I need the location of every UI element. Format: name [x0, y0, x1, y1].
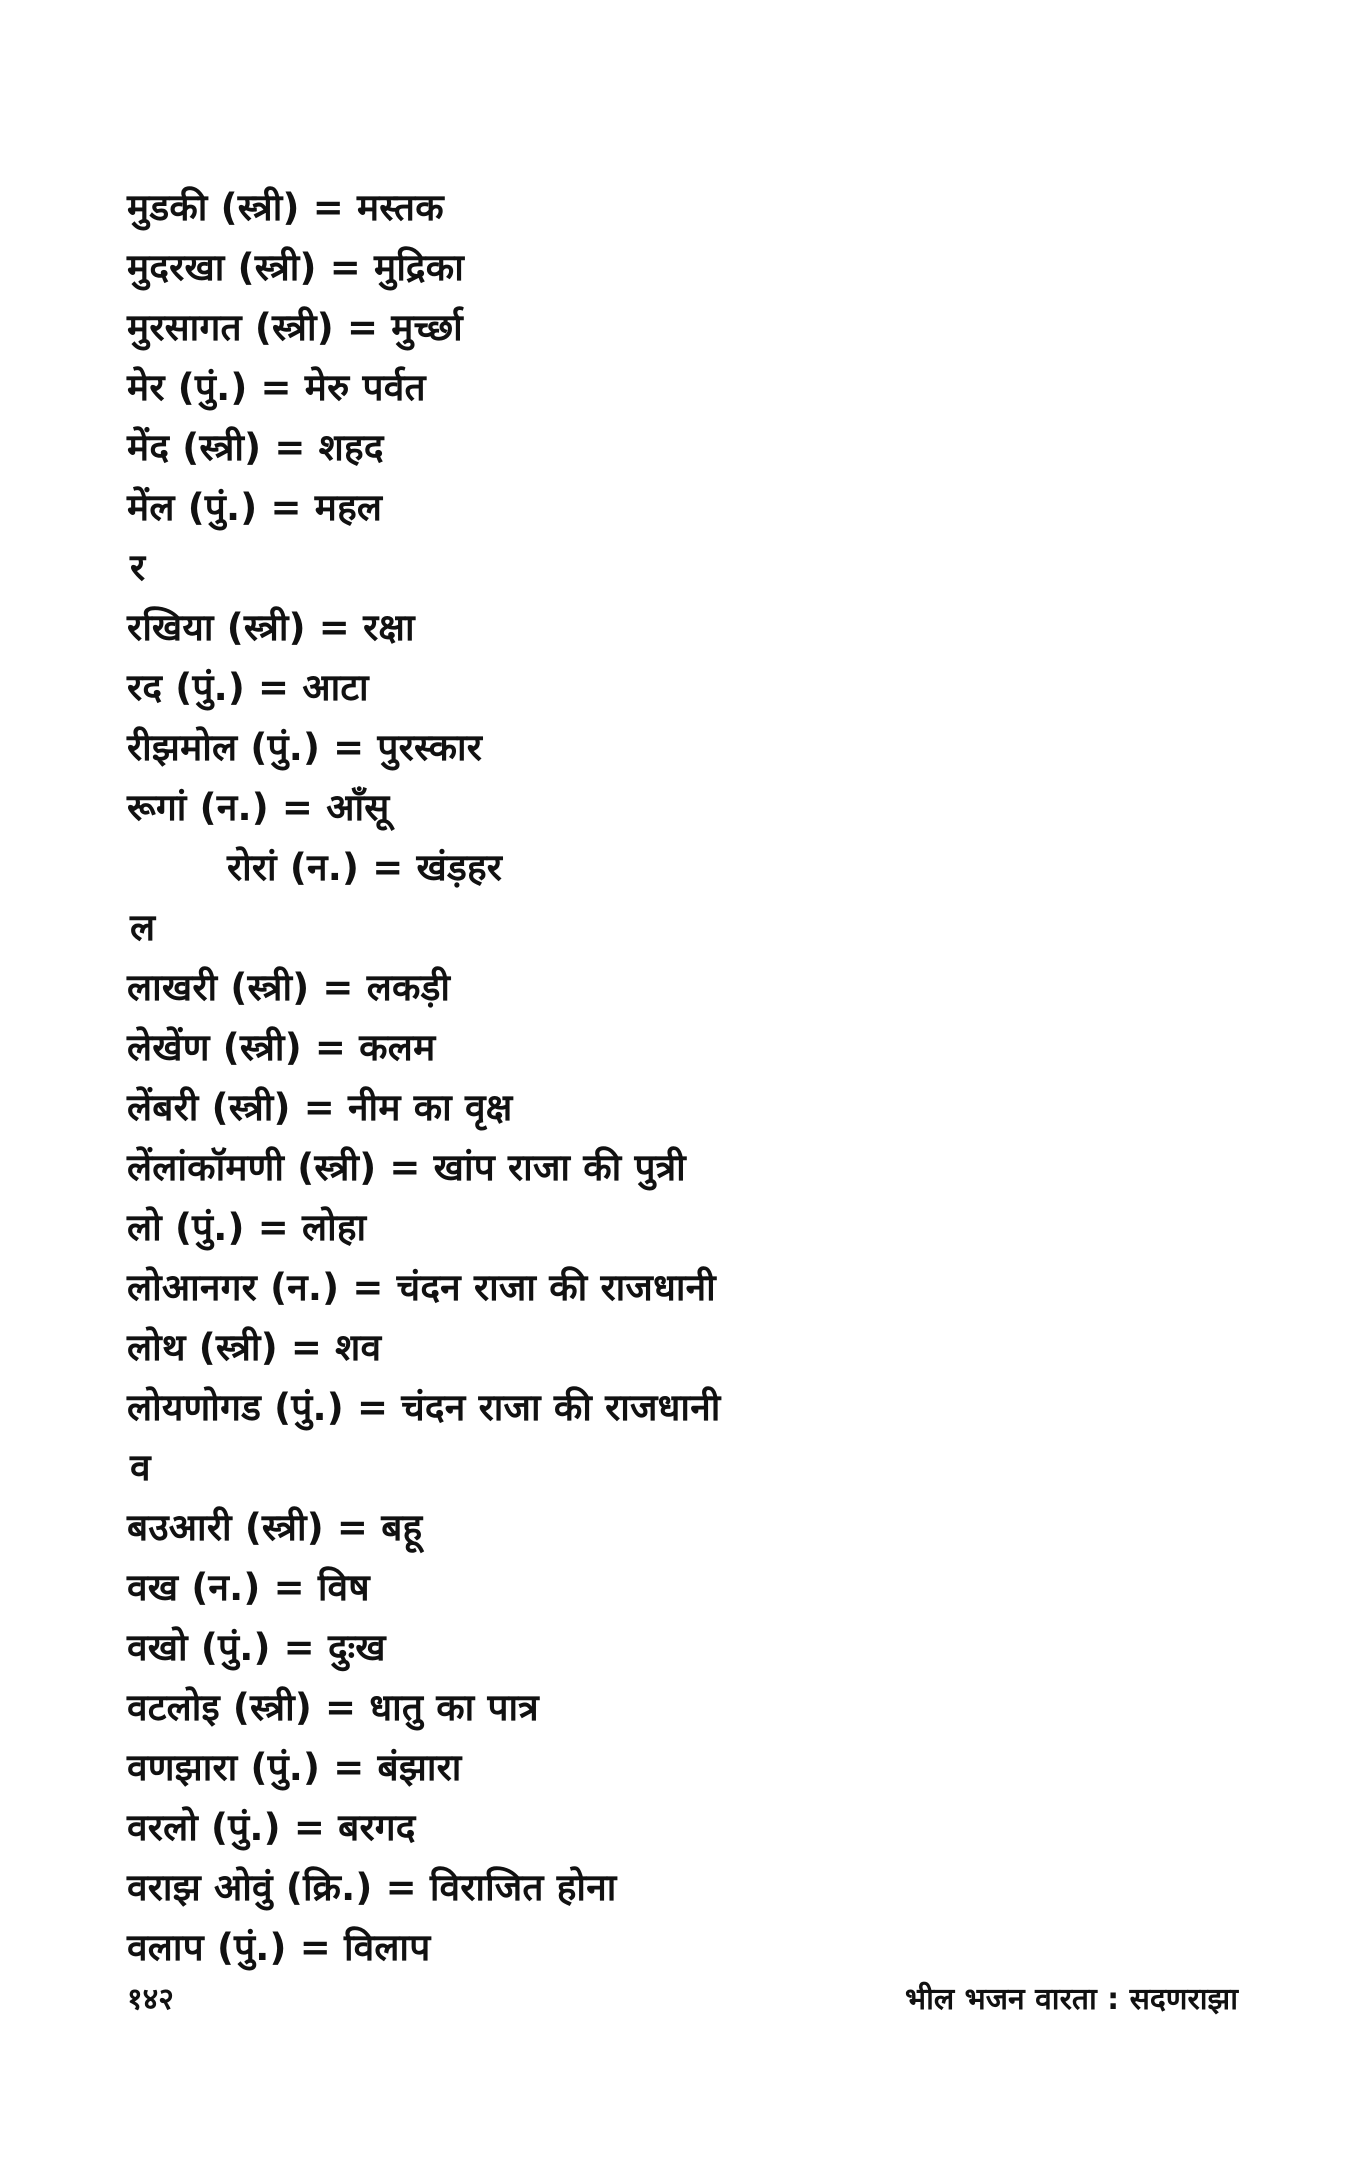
glossary-entry: मेंल (पुं.) = महल — [127, 486, 383, 529]
glossary-entry: मुरसागत (स्त्री) = मुर्च्छा — [127, 306, 463, 349]
glossary-entry: लेंबरी (स्त्री) = नीम का वृक्ष — [127, 1086, 513, 1129]
glossary-entry: लाखरी (स्त्री) = लकड़ी — [127, 966, 451, 1009]
glossary-list — [127, 178, 1207, 1978]
glossary-entry: वलाप (पुं.) = विलाप — [127, 1926, 431, 1969]
glossary-entry: मेंद (स्त्री) = शहद — [127, 426, 384, 469]
glossary-entry: मुडकी (स्त्री) = मस्तक — [127, 186, 444, 229]
glossary-entry: वटलोइ (स्त्री) = धातु का पात्र — [127, 1686, 539, 1729]
section-letter-heading: र — [130, 546, 146, 589]
glossary-entry: रखिया (स्त्री) = रक्षा — [127, 606, 415, 649]
glossary-entry: वणझारा (पुं.) = बंझारा — [127, 1746, 462, 1789]
glossary-entry: मुदरखा (स्त्री) = मुद्रिका — [127, 246, 464, 289]
glossary-entry: बउआरी (स्त्री) = बहू — [127, 1506, 423, 1549]
glossary-entry: रद (पुं.) = आटा — [127, 666, 369, 709]
glossary-entry: लोथ (स्त्री) = शव — [127, 1326, 382, 1369]
glossary-entry: रीझमोल (पुं.) = पुरस्कार — [127, 726, 483, 769]
glossary-entry: वख (न.) = विष — [127, 1566, 370, 1609]
running-footer-title: भील भजन वारता : सदणराझा — [905, 1982, 1238, 2017]
glossary-entry: वखो (पुं.) = दुःख — [127, 1626, 386, 1669]
glossary-entry: लेंलांकॉमणी (स्त्री) = खांप राजा की पुत्री — [127, 1146, 686, 1189]
section-letter-heading: व — [130, 1446, 151, 1489]
glossary-entry: लोआनगर (न.) = चंदन राजा की राजधानी — [127, 1266, 716, 1309]
section-letter-heading: ल — [130, 906, 156, 949]
glossary-entry: वरलो (पुं.) = बरगद — [127, 1806, 416, 1849]
glossary-entry: मेर (पुं.) = मेरु पर्वत — [127, 366, 426, 409]
glossary-entry: लोयणोगड (पुं.) = चंदन राजा की राजधानी — [127, 1386, 721, 1429]
glossary-entry: वराझ ओवुं (क्रि.) = विराजित होना — [127, 1866, 617, 1909]
glossary-entry: रोरां (न.) = खंड़हर — [227, 846, 503, 889]
glossary-entry: रूगां (न.) = आँसू — [127, 786, 390, 829]
page-number: १४२ — [127, 1982, 174, 2017]
glossary-entry: लेखेंण (स्त्री) = कलम — [127, 1026, 436, 1069]
glossary-entry: लो (पुं.) = लोहा — [127, 1206, 367, 1249]
